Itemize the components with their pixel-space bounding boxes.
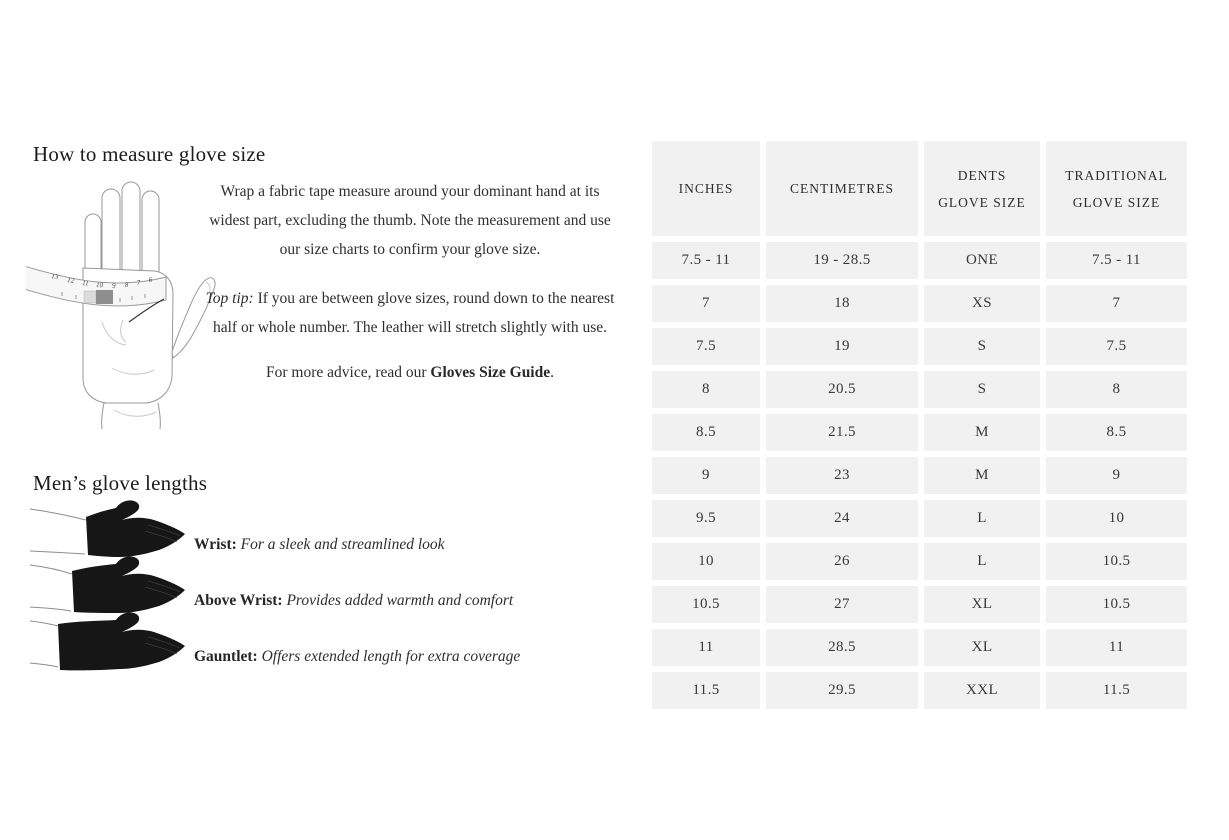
glove-length-caption [194, 536, 445, 554]
column-header-centimetres: CENTIMETRES [766, 141, 918, 236]
cell-traditional-size: 7 [1046, 285, 1187, 322]
how-to-measure-title: How to measure glove size [33, 142, 266, 166]
cell-centimetres: 26 [766, 543, 918, 580]
top-tip-paragraph [201, 284, 619, 342]
tape-number: 10 [95, 281, 104, 290]
cell-traditional-size: 9 [1046, 457, 1187, 494]
gloves-size-guide-link[interactable]: Gloves Size Guide [430, 364, 551, 381]
cell-centimetres: 27 [766, 586, 918, 623]
cell-inches: 7.5 - 11 [652, 242, 760, 279]
column-header-traditional-glove-size: TRADITIONAL GLOVE SIZE [1046, 141, 1187, 236]
glove-length-description: For a sleek and streamlined look [240, 536, 445, 553]
cell-dents-size: XL [924, 629, 1040, 666]
tape-number: 12 [66, 276, 75, 285]
cell-centimetres: 21.5 [766, 414, 918, 451]
cell-centimetres: 19 - 28.5 [766, 242, 918, 279]
top-tip-label: Top tip: [205, 290, 254, 307]
cell-inches: 8 [652, 371, 760, 408]
cell-centimetres: 28.5 [766, 629, 918, 666]
table-row [652, 543, 1187, 580]
cell-traditional-size: 11.5 [1046, 672, 1187, 709]
glove-length-description: Offers extended length for extra coverage [261, 648, 521, 665]
glove-lengths-title: Men’s glove lengths [33, 471, 208, 495]
cell-dents-size: XL [924, 586, 1040, 623]
table-header-row [652, 141, 1187, 236]
advice-prefix: For more advice, read our [266, 364, 431, 381]
cell-inches: 9 [652, 457, 760, 494]
gauntlet-glove-illustration [28, 611, 190, 675]
tape-number: 7 [136, 278, 141, 287]
cell-centimetres: 29.5 [766, 672, 918, 709]
table-row [652, 629, 1187, 666]
measure-paragraph: Wrap a fabric tape measure around your dominant hand at its widest part, excluding the thumb. Note the measurement and use our size charts to confirm your glove size. [209, 183, 611, 258]
cell-inches: 10.5 [652, 586, 760, 623]
cell-traditional-size: 8.5 [1046, 414, 1187, 451]
cell-dents-size: L [924, 543, 1040, 580]
cell-dents-size: L [924, 500, 1040, 537]
cell-centimetres: 18 [766, 285, 918, 322]
cell-dents-size: XXL [924, 672, 1040, 709]
cell-inches: 7 [652, 285, 760, 322]
cell-inches: 11.5 [652, 672, 760, 709]
advice-line [201, 358, 619, 387]
table-row [652, 500, 1187, 537]
table-row [652, 285, 1187, 322]
cell-centimetres: 19 [766, 328, 918, 365]
hand-tape-measure-illustration [26, 172, 216, 430]
cell-dents-size: XS [924, 285, 1040, 322]
measure-instructions [201, 177, 619, 387]
cell-traditional-size: 7.5 [1046, 328, 1187, 365]
glove-length-label: Above Wrist: [194, 592, 283, 609]
table-row [652, 672, 1187, 709]
cell-traditional-size: 10.5 [1046, 543, 1187, 580]
cell-traditional-size: 10 [1046, 500, 1187, 537]
cell-centimetres: 24 [766, 500, 918, 537]
cell-dents-size: M [924, 414, 1040, 451]
tape-number: 13 [50, 272, 59, 282]
column-header-dents-glove-size: DENTS GLOVE SIZE [924, 141, 1040, 236]
cell-dents-size: S [924, 371, 1040, 408]
glove-length-label: Gauntlet: [194, 648, 258, 665]
cell-dents-size: ONE [924, 242, 1040, 279]
glove-length-description: Provides added warmth and comfort [286, 592, 514, 609]
tape-number: 8 [124, 280, 129, 289]
table-row [652, 328, 1187, 365]
cell-dents-size: S [924, 328, 1040, 365]
table-row [652, 414, 1187, 451]
cell-inches: 7.5 [652, 328, 760, 365]
tape-number: 11 [81, 279, 89, 288]
cell-traditional-size: 11 [1046, 629, 1187, 666]
cell-inches: 8.5 [652, 414, 760, 451]
glove-length-caption [194, 592, 513, 610]
column-header-inches: INCHES [652, 141, 760, 236]
cell-traditional-size: 8 [1046, 371, 1187, 408]
table-row [652, 586, 1187, 623]
advice-suffix: . [550, 364, 554, 381]
tape-buckle [96, 290, 113, 304]
glove-length-label: Wrist: [194, 536, 237, 553]
tape-number: 9 [112, 282, 116, 290]
tape-end-tab [84, 291, 96, 303]
table-row [652, 371, 1187, 408]
top-tip-text: If you are between glove sizes, round down to the nearest half or whole number. The leather will stretch slightly with use. [212, 290, 615, 336]
cell-dents-size: M [924, 457, 1040, 494]
glove-length-caption [194, 648, 520, 666]
cell-inches: 9.5 [652, 500, 760, 537]
cell-traditional-size: 7.5 - 11 [1046, 242, 1187, 279]
tape-number: 6 [148, 275, 153, 284]
cell-inches: 10 [652, 543, 760, 580]
glove-length-row-gauntlet [28, 609, 628, 675]
cell-traditional-size: 10.5 [1046, 586, 1187, 623]
cell-inches: 11 [652, 629, 760, 666]
cell-centimetres: 20.5 [766, 371, 918, 408]
glove-size-table [646, 135, 1193, 715]
cell-centimetres: 23 [766, 457, 918, 494]
table-row [652, 457, 1187, 494]
table-row [652, 242, 1187, 279]
